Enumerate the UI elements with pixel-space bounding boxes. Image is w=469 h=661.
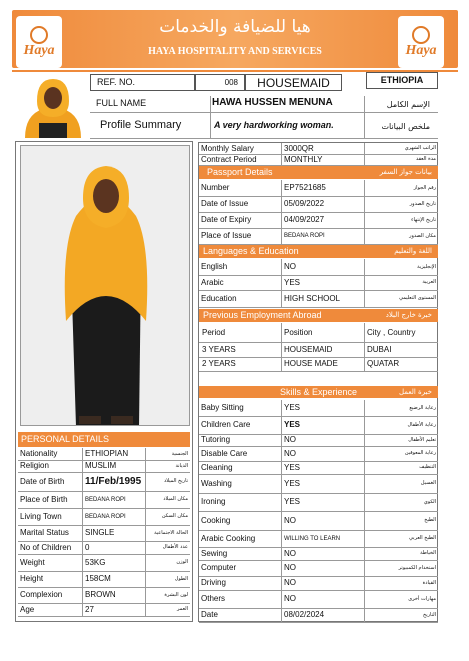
skills-row-label: Computer xyxy=(201,563,237,572)
personal-row-value: BEDANA ROPI xyxy=(85,496,126,503)
contract-row-ar: الراتب الشهري xyxy=(404,145,436,151)
divider xyxy=(364,590,365,608)
personal-row-label: Marital Status xyxy=(20,528,69,537)
passport-row-ar: مكان الصدور xyxy=(409,232,436,239)
divider xyxy=(82,448,83,460)
divider xyxy=(281,342,282,357)
divider xyxy=(364,446,365,461)
skills-row-value: YES xyxy=(284,462,301,472)
divider xyxy=(281,196,282,212)
divider xyxy=(281,180,282,196)
languages-row-ar: العربية xyxy=(422,279,436,285)
skills-row-value: NO xyxy=(284,594,296,603)
divider xyxy=(82,554,83,571)
languages-row-ar: الإنجليزية xyxy=(417,263,436,270)
divider xyxy=(281,143,282,154)
languages-row-value: NO xyxy=(284,262,296,271)
personal-row-value: 27 xyxy=(85,604,94,614)
skills-row-label: Sewing xyxy=(201,548,228,558)
divider xyxy=(281,357,282,371)
skills-row-ar: التاريخ xyxy=(423,611,436,618)
divider xyxy=(364,212,365,228)
divider xyxy=(145,541,146,554)
contract-row-label: Contract Period xyxy=(201,154,257,164)
skills-row-ar: الخياطة xyxy=(420,550,436,556)
languages-row-value: HIGH SCHOOL xyxy=(284,293,341,303)
divider xyxy=(82,460,83,472)
skills-row-label: Baby Sitting xyxy=(201,403,244,412)
skills-title-ar: خبرة العمل xyxy=(399,387,432,396)
personal-row-ar: الديانة xyxy=(175,462,188,469)
divider xyxy=(364,259,365,275)
personal-row-value: 53KG xyxy=(85,557,106,567)
skills-row-ar: الطبخ العربي xyxy=(409,535,436,541)
personal-row-value: 158CM xyxy=(85,574,111,583)
employment-cell: DUBAI xyxy=(367,344,392,354)
divider xyxy=(145,554,146,571)
personal-row-ar: لون البشرة xyxy=(164,591,188,598)
skills-row-ar: مهارات أخرى xyxy=(408,595,436,602)
contract-row-label: Monthly Salary xyxy=(201,143,254,153)
divider xyxy=(364,560,365,576)
logo-mark-icon xyxy=(412,26,430,44)
divider xyxy=(364,434,365,446)
divider xyxy=(364,228,365,244)
divider xyxy=(281,154,282,165)
skills-row-value: NO xyxy=(284,448,296,458)
divider xyxy=(145,472,146,491)
divider xyxy=(281,474,282,493)
personal-row-value: 0 xyxy=(85,542,90,552)
divider xyxy=(281,323,282,342)
skills-row-value: NO xyxy=(284,435,296,444)
passport-row-ar: رقم الجواز xyxy=(413,184,436,191)
divider xyxy=(364,275,365,290)
full-name-ar: الإسم الكامل xyxy=(386,100,430,109)
personal-row-value: BROWN xyxy=(85,590,116,599)
divider xyxy=(82,508,83,525)
passport-row-value: EP7521685 xyxy=(284,183,326,192)
skills-row-label: Cleaning xyxy=(201,462,233,472)
profile-summary-ar: ملخص البيانات xyxy=(381,122,430,131)
divider xyxy=(281,446,282,461)
divider xyxy=(281,461,282,474)
skills-row-label: Cooking xyxy=(201,515,231,525)
divider xyxy=(90,138,438,139)
divider xyxy=(145,508,146,525)
divider xyxy=(281,547,282,560)
personal-row-ar: مكان السكن xyxy=(161,513,188,519)
contract-row-ar: مدة العقد xyxy=(416,156,436,162)
divider xyxy=(281,560,282,576)
employment-title-ar: خبرة خارج البلاد xyxy=(385,311,432,319)
divider xyxy=(82,472,83,491)
personal-row-ar: عدد الأطفال xyxy=(162,544,188,550)
divider xyxy=(82,525,83,541)
employment-header: City , Country xyxy=(367,327,416,337)
passport-row-value: 04/09/2027 xyxy=(284,215,325,224)
profile-summary-value: A very hardworking woman. xyxy=(214,120,334,130)
skills-row-value: WILLING TO LEARN xyxy=(284,535,341,542)
divider xyxy=(281,590,282,608)
divider xyxy=(364,511,365,530)
divider xyxy=(281,416,282,434)
divider xyxy=(281,511,282,530)
position-value: HOUSEMAID xyxy=(245,74,342,91)
skills-row-ar: الطبخ xyxy=(424,517,436,523)
contract-row-value: 3000QR xyxy=(284,143,314,153)
divider xyxy=(364,461,365,474)
divider xyxy=(199,371,438,372)
passport-row-value: BEDANA ROPI xyxy=(284,233,325,239)
passport-title-en: Passport Details xyxy=(207,167,273,177)
personal-row-value: SINGLE xyxy=(85,528,115,537)
divider xyxy=(364,196,365,212)
divider xyxy=(145,525,146,541)
divider xyxy=(364,576,365,590)
passport-title-ar: بيانات جواز السفر xyxy=(379,168,432,176)
employment-header: Position xyxy=(284,327,313,337)
skills-row-value: NO xyxy=(284,563,296,572)
personal-row-ar: الحالة الاجتماعية xyxy=(154,529,188,536)
divider xyxy=(364,608,365,622)
divider xyxy=(90,112,438,113)
personal-row-label: Complexion xyxy=(20,590,63,599)
divider xyxy=(199,165,438,166)
divider xyxy=(145,603,146,616)
logo-word: Haya xyxy=(405,43,437,58)
passport-title xyxy=(199,166,438,179)
passport-row-label: Number xyxy=(201,183,230,192)
divider xyxy=(364,143,365,154)
divider xyxy=(364,290,365,307)
skills-row-ar: رعاية الرضيع xyxy=(409,404,436,411)
personal-row-ar: الطول xyxy=(174,575,188,582)
divider xyxy=(18,616,190,617)
personal-row-label: Nationality xyxy=(20,449,58,458)
employment-title-en: Previous Employment Abroad xyxy=(203,310,322,320)
divider xyxy=(364,474,365,493)
skills-row-ar: الغسيل xyxy=(420,480,436,486)
ref-no-label: REF. NO. xyxy=(90,74,195,91)
divider xyxy=(281,576,282,590)
personal-row-ar: الجنسية xyxy=(171,450,188,457)
passport-row-label: Place of Issue xyxy=(201,231,252,240)
divider xyxy=(281,290,282,307)
full-name-label: FULL NAME xyxy=(96,97,147,108)
divider xyxy=(199,622,438,623)
personal-row-value: MUSLIM xyxy=(85,461,117,470)
skills-row-label: Tutoring xyxy=(201,435,231,444)
passport-row-ar: تاريخ الإنتهاء xyxy=(411,216,436,223)
skills-row-label: Ironing xyxy=(201,497,226,506)
divider xyxy=(281,434,282,446)
divider xyxy=(281,493,282,511)
profile-summary-label: Profile Summary xyxy=(100,119,182,131)
divider xyxy=(82,587,83,603)
divider xyxy=(281,530,282,547)
skills-row-label: Washing xyxy=(201,478,232,488)
personal-row-value: ETHIOPIAN xyxy=(85,449,129,458)
languages-row-value: YES xyxy=(284,277,301,287)
skills-row-ar: الكوي xyxy=(423,498,436,505)
personal-row-ar: الوزن xyxy=(176,559,188,565)
divider xyxy=(145,571,146,587)
divider xyxy=(364,493,365,511)
personal-row-ar: العمر xyxy=(177,606,188,612)
skills-row-label: Date xyxy=(201,610,218,619)
languages-title xyxy=(199,245,438,258)
divider xyxy=(281,608,282,622)
personal-row-label: Weight xyxy=(20,557,45,567)
passport-row-label: Date of Issue xyxy=(201,199,249,208)
skills-row-label: Arabic Cooking xyxy=(201,533,256,543)
skills-row-value: 08/02/2024 xyxy=(284,610,325,619)
passport-row-label: Date of Expiry xyxy=(201,215,252,224)
personal-row-value: BEDANA ROPI xyxy=(85,513,126,520)
personal-row-label: Age xyxy=(20,604,35,614)
languages-title-ar: اللغة والتعليم xyxy=(394,247,432,255)
employment-cell: QUATAR xyxy=(367,359,400,368)
personal-details-title: PERSONAL DETAILS xyxy=(18,432,190,447)
divider xyxy=(364,416,365,434)
full-name-value: HAWA HUSSEN MENUNA xyxy=(212,97,333,108)
divider xyxy=(364,96,365,138)
skills-row-value: YES xyxy=(284,403,301,412)
skills-row-value: YES xyxy=(284,497,301,506)
skills-row-value: NO xyxy=(284,515,296,525)
personal-row-label: Living Town xyxy=(20,511,62,521)
skills-row-ar: التنظيف xyxy=(419,464,436,470)
divider xyxy=(199,244,438,245)
personal-row-label: Date of Birth xyxy=(20,476,65,486)
divider xyxy=(364,154,365,165)
country-value: ETHIOPIA xyxy=(366,72,438,89)
header-title-ar: هيا للضيافة والخدمات xyxy=(159,17,311,37)
divider xyxy=(82,491,83,508)
divider xyxy=(364,323,365,342)
divider xyxy=(364,180,365,196)
skills-row-ar: القيادة xyxy=(422,579,436,586)
skills-row-label: Disable Care xyxy=(201,448,248,458)
divider xyxy=(145,491,146,508)
skills-row-label: Children Care xyxy=(201,420,251,429)
contract-row-value: MONTHLY xyxy=(284,154,323,164)
employment-cell: HOUSE MADE xyxy=(284,359,338,368)
candidate-photo-small xyxy=(19,73,87,138)
ref-no-value: 008 xyxy=(195,74,245,91)
skills-title-en: Skills & Experience xyxy=(279,386,358,397)
skills-row-ar: تعليم الأطفال xyxy=(408,436,436,443)
candidate-photo-full xyxy=(20,145,190,426)
divider xyxy=(82,571,83,587)
personal-row-ar: تاريخ الميلاد xyxy=(163,478,188,484)
languages-row-label: Education xyxy=(201,293,237,303)
skills-row-value: NO xyxy=(284,578,296,587)
divider xyxy=(364,530,365,547)
personal-row-label: Height xyxy=(20,574,44,583)
header-banner xyxy=(12,10,458,68)
divider xyxy=(281,212,282,228)
employment-cell: 3 YEARS xyxy=(202,344,236,354)
personal-row-ar: مكان الميلاد xyxy=(163,496,188,502)
passport-row-ar: تاريخ الصدور xyxy=(409,200,436,207)
skills-row-ar: استخدام الكمبيوتر xyxy=(398,564,436,571)
personal-row-label: No of Children xyxy=(20,542,72,552)
skills-row-value: NO xyxy=(284,548,296,558)
personal-row-value: 11/Feb/1995 xyxy=(85,475,142,487)
divider xyxy=(199,307,438,308)
languages-title-en: Languages & Education xyxy=(203,246,299,256)
divider xyxy=(364,357,365,371)
logo-word: Haya xyxy=(23,43,55,58)
divider xyxy=(145,587,146,603)
divider xyxy=(210,96,211,138)
languages-row-ar: المستوى التعليمي xyxy=(399,295,436,301)
skills-row-ar: رعاية الأطفال xyxy=(407,421,436,428)
skills-row-value: YES xyxy=(284,478,301,488)
passport-row-value: 05/09/2022 xyxy=(284,199,325,208)
divider xyxy=(281,259,282,275)
employment-title xyxy=(199,309,438,322)
personal-row-label: Place of Birth xyxy=(20,494,68,504)
languages-row-label: English xyxy=(201,262,228,271)
divider xyxy=(145,448,146,460)
header-title-en: HAYA HOSPITALITY AND SERVICES xyxy=(148,46,322,57)
employment-header: Period xyxy=(202,327,226,337)
skills-row-label: Driving xyxy=(201,578,226,587)
skills-row-ar: رعاية المعوقين xyxy=(404,450,436,456)
languages-row-label: Arabic xyxy=(201,277,224,287)
divider xyxy=(364,547,365,560)
divider xyxy=(281,228,282,244)
employment-cell: HOUSEMAID xyxy=(284,344,333,354)
skills-title xyxy=(199,386,438,398)
divider xyxy=(145,460,146,472)
divider xyxy=(82,541,83,554)
divider xyxy=(364,400,365,416)
divider xyxy=(281,400,282,416)
employment-cell: 2 YEARS xyxy=(202,359,236,368)
divider xyxy=(364,342,365,357)
personal-row-label: Religion xyxy=(20,461,49,470)
divider xyxy=(281,275,282,290)
skills-row-value: YES xyxy=(284,420,301,429)
logo-right xyxy=(398,16,444,68)
divider xyxy=(82,603,83,616)
skills-row-label: Others xyxy=(201,594,226,603)
